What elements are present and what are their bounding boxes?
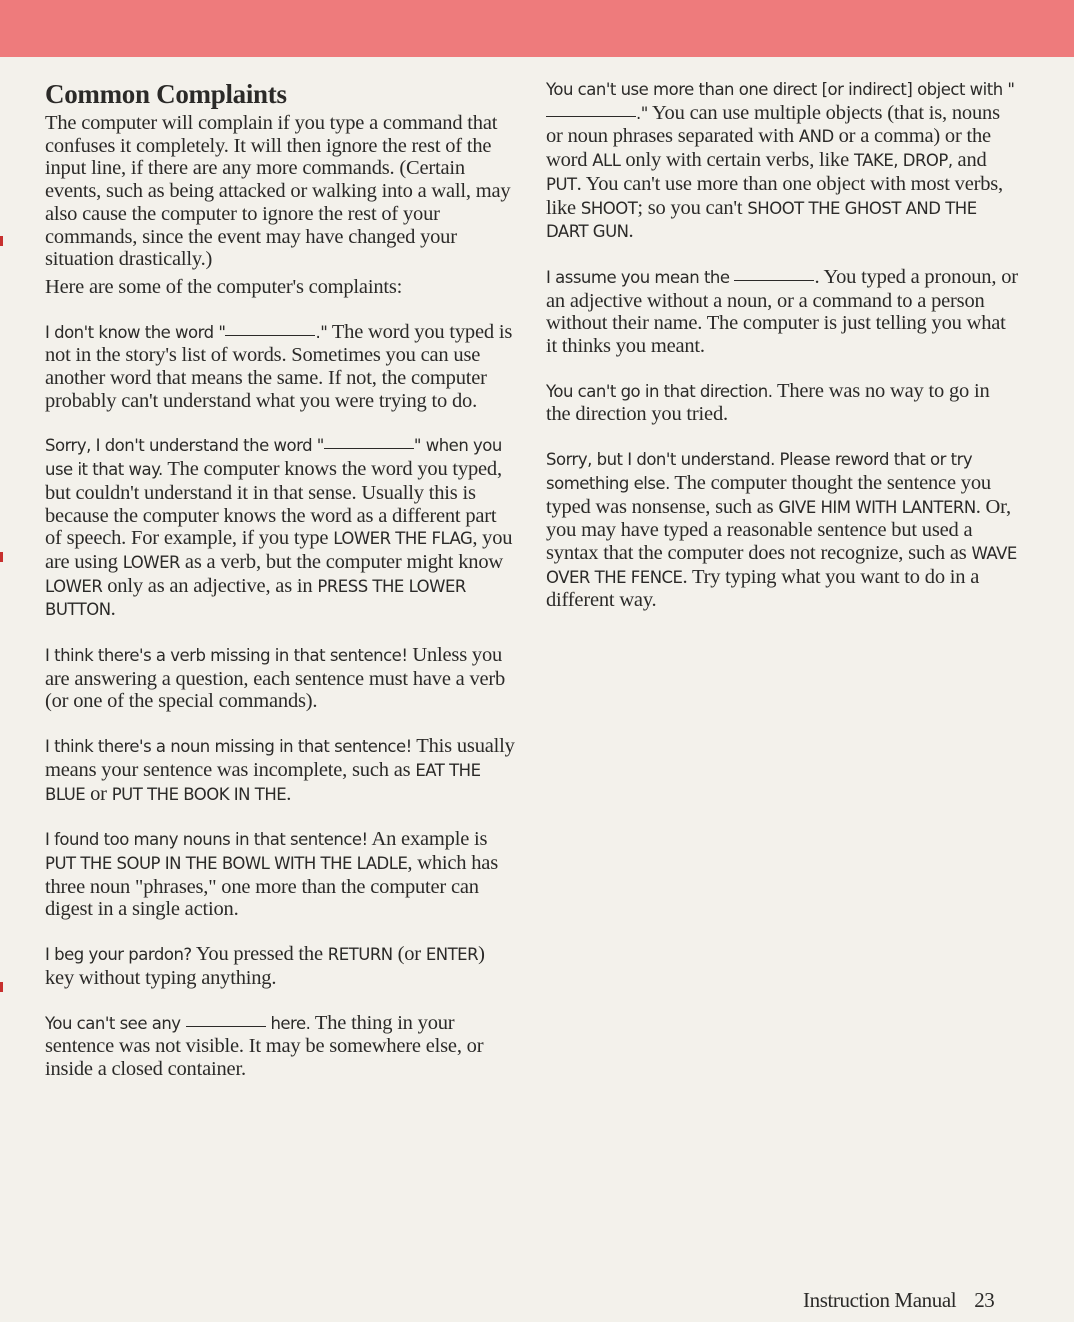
command-example: WAVE OVER THE FENCE xyxy=(546,543,1017,587)
command-example: LOWER xyxy=(122,552,180,572)
explanation: only with certain verbs, like xyxy=(620,149,854,172)
explanation: The word you typed is not in the story's list of words. Sometimes you can use another word that means the same. If not, the computer probably can't understand what you were trying to do. xyxy=(45,320,513,412)
command-example: PRESS THE LOWER BUTTON xyxy=(45,576,466,620)
blank-line xyxy=(225,334,315,336)
key-name: ENTER xyxy=(425,945,479,965)
complaint-reword xyxy=(546,448,1018,612)
message: I assume you mean the xyxy=(546,267,730,287)
message: I think there's a noun missing in that sentence! xyxy=(45,737,412,757)
explanation: The computer thought the sentence you typed was nonsense, such as xyxy=(546,471,991,518)
blank-line xyxy=(324,447,414,449)
message: You can't see any xyxy=(45,1013,181,1033)
explanation: ) key without typing anything. xyxy=(45,943,485,989)
footer-label: Instruction Manual xyxy=(803,1288,957,1312)
explanation: You pressed the xyxy=(191,943,328,966)
explanation: only as an adjective, as in xyxy=(102,574,318,597)
complaint-cant-go xyxy=(546,380,1018,426)
header-color-band xyxy=(0,0,1074,57)
explanation: , you are using xyxy=(45,527,513,573)
explanation: or xyxy=(85,782,112,805)
explanation: and xyxy=(952,149,987,172)
command-example: EAT THE BLUE xyxy=(45,760,481,804)
complaint-direct-object xyxy=(546,78,1018,244)
command-example: LOWER xyxy=(45,576,103,596)
message: You can't use more than one direct [or indirect] object with " xyxy=(546,80,1015,99)
blank-line xyxy=(186,1025,266,1027)
command-example: PUT xyxy=(546,174,577,194)
intro-lead: Here are some of the computer's complaints: xyxy=(45,275,403,298)
explanation: . xyxy=(286,782,292,805)
page-number: 23 xyxy=(974,1288,995,1312)
command-example: PUT THE SOUP IN THE BOWL WITH THE LADLE xyxy=(45,853,408,873)
explanation: . You typed a pronoun, or an adjective without a noun, or a command to a person without their name. The computer is just telling you what it thinks you meant. xyxy=(546,265,1018,358)
message: ." xyxy=(315,322,328,342)
explanation: The thing in your sentence was not visible. It may be somewhere else, or inside a closed container. xyxy=(45,1011,484,1080)
command-example: ALL xyxy=(592,151,621,171)
command-example: PUT THE BOOK IN THE xyxy=(111,784,287,804)
explanation: or a comma) or the word xyxy=(546,125,991,172)
explanation: This usually means your sentence was incomplete, such as xyxy=(45,735,515,781)
explanation: . Try typing what you want to do in a different way. xyxy=(546,565,980,612)
explanation: , which has three noun "phrases," one more than the computer can digest in a single action. xyxy=(45,851,498,921)
left-column xyxy=(45,78,515,1081)
message: You can't go in that direction. xyxy=(546,381,773,401)
blank-line xyxy=(546,115,636,117)
page-footer xyxy=(803,1288,994,1313)
explanation: . xyxy=(110,598,116,621)
message: " when you use it that way. xyxy=(45,436,502,480)
explanation: ; so you can't xyxy=(637,196,748,219)
message: here. xyxy=(270,1013,311,1033)
message: I don't know the word " xyxy=(45,322,226,342)
complaint-assume xyxy=(546,266,1018,358)
explanation: An example is xyxy=(367,828,488,851)
explanation: as a verb, but the computer might know xyxy=(180,550,503,573)
message: Sorry, but I don't understand. Please reword that or try something else. xyxy=(546,450,973,493)
key-name: RETURN xyxy=(327,945,393,965)
message: Sorry, I don't understand the word " xyxy=(45,436,324,456)
explanation: Unless you are answering a question, each sentence must have a verb (or one of the special commands). xyxy=(45,644,506,713)
explanation: (or xyxy=(392,943,426,966)
edge-mark xyxy=(0,552,3,562)
command-example: AND xyxy=(798,127,834,147)
explanation: The computer knows the word you typed, but couldn't understand it in that sense. Usually this is because the computer knows the word as a different part of speech. For example, if you type xyxy=(45,458,502,550)
message: ." xyxy=(636,103,648,123)
explanation: There was no way to go in the direction you tried. xyxy=(546,379,990,426)
explanation: . xyxy=(628,220,634,243)
complaint-cant-see xyxy=(45,1012,515,1081)
explanation: . Or, you may have typed a reasonable sentence but used a syntax that the computer does not recognize, such as xyxy=(546,495,1011,564)
complaint-noun-missing xyxy=(45,735,515,806)
command-example: SHOOT xyxy=(580,198,638,218)
command-example: TAKE, DROP, xyxy=(853,151,953,171)
complaint-dont-know-word xyxy=(45,321,515,413)
command-example: SHOOT THE GHOST AND THE DART GUN xyxy=(546,198,977,242)
complaint-beg-pardon xyxy=(45,943,515,989)
complaint-too-many-nouns xyxy=(45,828,515,921)
edge-mark xyxy=(0,236,3,246)
complaint-sorry-word xyxy=(45,434,515,622)
explanation: . You can't use more than one object with most verbs, like xyxy=(546,172,1003,219)
message: I beg your pardon? xyxy=(45,945,192,965)
command-example: GIVE HIM WITH LANTERN xyxy=(778,497,976,517)
right-column xyxy=(546,78,1018,612)
message: I think there's a verb missing in that sentence! xyxy=(45,646,408,666)
page-title: Common Complaints xyxy=(45,79,287,109)
command-example: LOWER THE FLAG xyxy=(333,529,473,549)
explanation: You can use multiple objects (that is, nouns or noun phrases separated with xyxy=(546,101,1000,148)
complaint-verb-missing xyxy=(45,644,515,713)
blank-line xyxy=(734,279,814,281)
intro-paragraph: The computer will complain if you type a command that confuses it completely. It will then ignore the rest of the input line, if there are any more commands. (Certain events, such as being attacked or walking into a wall, may also cause the computer to ignore the rest of your commands, since the event may have changed your situation drastically.) xyxy=(45,112,511,271)
edge-mark xyxy=(0,982,3,992)
message: I found too many nouns in that sentence! xyxy=(45,830,368,850)
